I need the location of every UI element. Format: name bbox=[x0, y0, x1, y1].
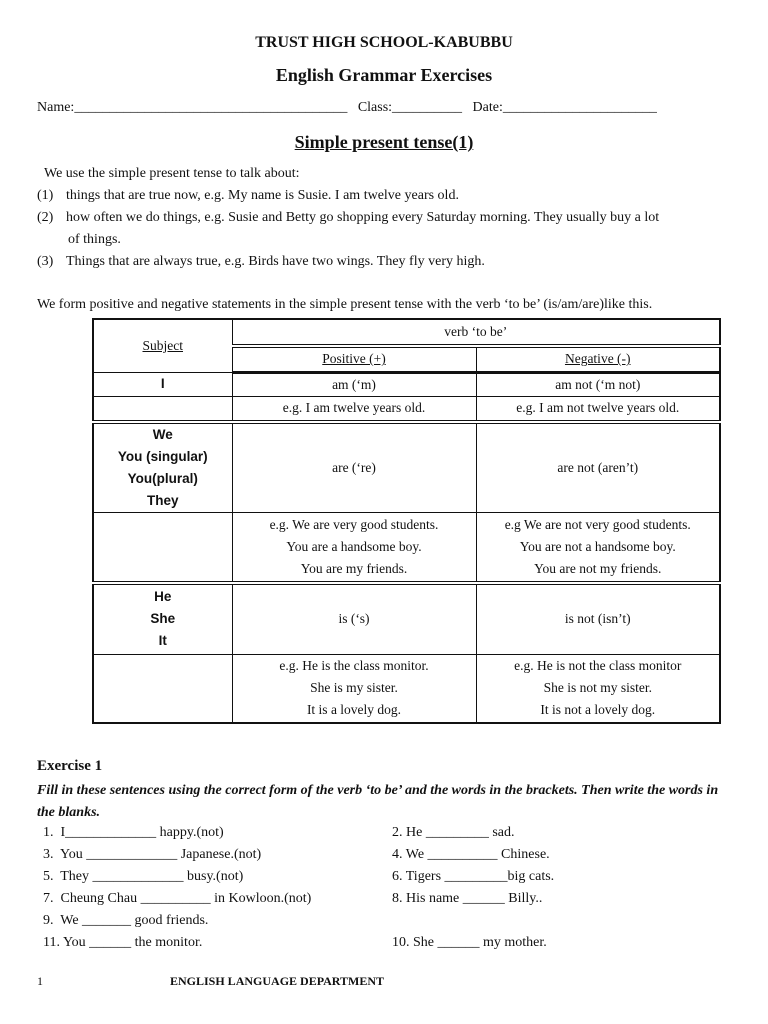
usage-point-number: (3) bbox=[37, 254, 54, 269]
subject-cell bbox=[93, 422, 232, 513]
subject-label: We bbox=[152, 427, 173, 442]
subject-label: It bbox=[158, 633, 167, 649]
example-line: e.g. We are very good students. bbox=[269, 516, 439, 532]
usage-point-text: how often we do things, e.g. Susie and Betty go shopping every Saturday morning. They usually buy a lot bbox=[66, 210, 660, 225]
positive-example bbox=[232, 396, 476, 422]
exercise-question: 7. Cheung Chau __________ in Kowloon.(not) bbox=[43, 891, 312, 906]
school-name: TRUST HIGH SCHOOL-KABUBBU bbox=[255, 34, 513, 51]
verb-to-be-table bbox=[92, 318, 721, 724]
negative-example bbox=[476, 513, 720, 583]
exercise-question: 1. I_____________ happy.(not) bbox=[43, 825, 224, 840]
positive-form: am (‘m) bbox=[232, 372, 476, 396]
example-line: She is my sister. bbox=[310, 680, 398, 696]
exercise-question: 3. You _____________ Japanese.(not) bbox=[43, 847, 262, 862]
example-line: You are my friends. bbox=[300, 560, 408, 576]
topic-title: Simple present tense(1) bbox=[294, 132, 474, 152]
example-line: e.g. I am not twelve years old. bbox=[516, 400, 680, 416]
exercise-question: 8. His name ______ Billy.. bbox=[392, 891, 543, 906]
positive-example bbox=[232, 655, 476, 723]
subject-label: You(plural) bbox=[127, 471, 198, 486]
example-line: e.g We are not very good students. bbox=[504, 516, 691, 532]
negative-header: Negative (-) bbox=[476, 346, 720, 372]
example-line: e.g. He is not the class monitor bbox=[514, 658, 682, 674]
usage-point-number: (2) bbox=[37, 210, 54, 225]
subject-cell bbox=[93, 583, 232, 655]
usage-point-text: Things that are always true, e.g. Birds have two wings. They fly very high. bbox=[66, 254, 485, 269]
department-footer: ENGLISH LANGUAGE DEPARTMENT bbox=[170, 974, 385, 988]
worksheet-subtitle: English Grammar Exercises bbox=[275, 65, 493, 85]
exercise-title: Exercise 1 bbox=[37, 758, 103, 774]
exercise-question: 2. He _________ sad. bbox=[392, 825, 515, 840]
negative-example bbox=[476, 655, 720, 723]
negative-example bbox=[476, 396, 720, 422]
example-line: She is not my sister. bbox=[543, 680, 652, 696]
exercise-question: 11. You ______ the monitor. bbox=[43, 935, 203, 950]
subject-label: She bbox=[150, 611, 176, 627]
usage-point-text: things that are true now, e.g. My name is Susie. I am twelve years old. bbox=[66, 188, 459, 203]
empty-subject-cell bbox=[93, 396, 232, 422]
verb-header: verb ‘to be’ bbox=[232, 319, 720, 346]
example-line: You are a handsome boy. bbox=[286, 538, 422, 554]
negative-form: are not (aren’t) bbox=[476, 422, 720, 513]
positive-form: are (‘re) bbox=[232, 422, 476, 513]
example-line: You are not my friends. bbox=[534, 560, 662, 576]
subject-label: They bbox=[146, 493, 179, 508]
exercise-instruction: Fill in these sentences using the correct form of the verb ‘to be’ and the words in the brackets. Then write the words in the blanks. bbox=[37, 783, 719, 820]
name-class-date-fields: Name:_______________________________________ Class:__________ Date:______________________ bbox=[37, 100, 657, 115]
subject-label: You (singular) bbox=[117, 449, 208, 464]
exercise-question: 4. We __________ Chinese. bbox=[392, 847, 550, 862]
usage-point-text: of things. bbox=[68, 232, 121, 247]
form-statement: We form positive and negative statements in the simple present tense with the verb ‘to be’ (is/am/are)like this. bbox=[37, 297, 653, 312]
negative-form: am not (‘m not) bbox=[476, 372, 720, 396]
exercise-question: 10. She ______ my mother. bbox=[392, 935, 547, 950]
empty-subject-cell bbox=[93, 655, 232, 723]
positive-form: is (‘s) bbox=[232, 583, 476, 655]
example-line: You are not a handsome boy. bbox=[519, 538, 676, 554]
example-line: It is not a lovely dog. bbox=[540, 702, 656, 718]
example-line: e.g. He is the class monitor. bbox=[279, 658, 429, 674]
subject-cell bbox=[93, 372, 232, 396]
positive-example bbox=[232, 513, 476, 583]
example-line: e.g. I am twelve years old. bbox=[282, 400, 426, 416]
subject-label: He bbox=[154, 589, 172, 605]
intro-text: We use the simple present tense to talk about: bbox=[44, 166, 300, 181]
positive-header: Positive (+) bbox=[232, 346, 476, 372]
negative-form: is not (isn’t) bbox=[476, 583, 720, 655]
exercise-question: 9. We _______ good friends. bbox=[43, 913, 209, 928]
subject-label: I bbox=[160, 376, 165, 391]
exercise-question: 6. Tigers _________big cats. bbox=[392, 869, 555, 884]
subject-header: Subject bbox=[93, 319, 232, 372]
example-line: It is a lovely dog. bbox=[306, 702, 402, 718]
exercise-question: 5. They _____________ busy.(not) bbox=[43, 869, 244, 884]
page-number: 1 bbox=[37, 974, 43, 988]
empty-subject-cell bbox=[93, 513, 232, 583]
usage-point-number: (1) bbox=[37, 188, 54, 203]
